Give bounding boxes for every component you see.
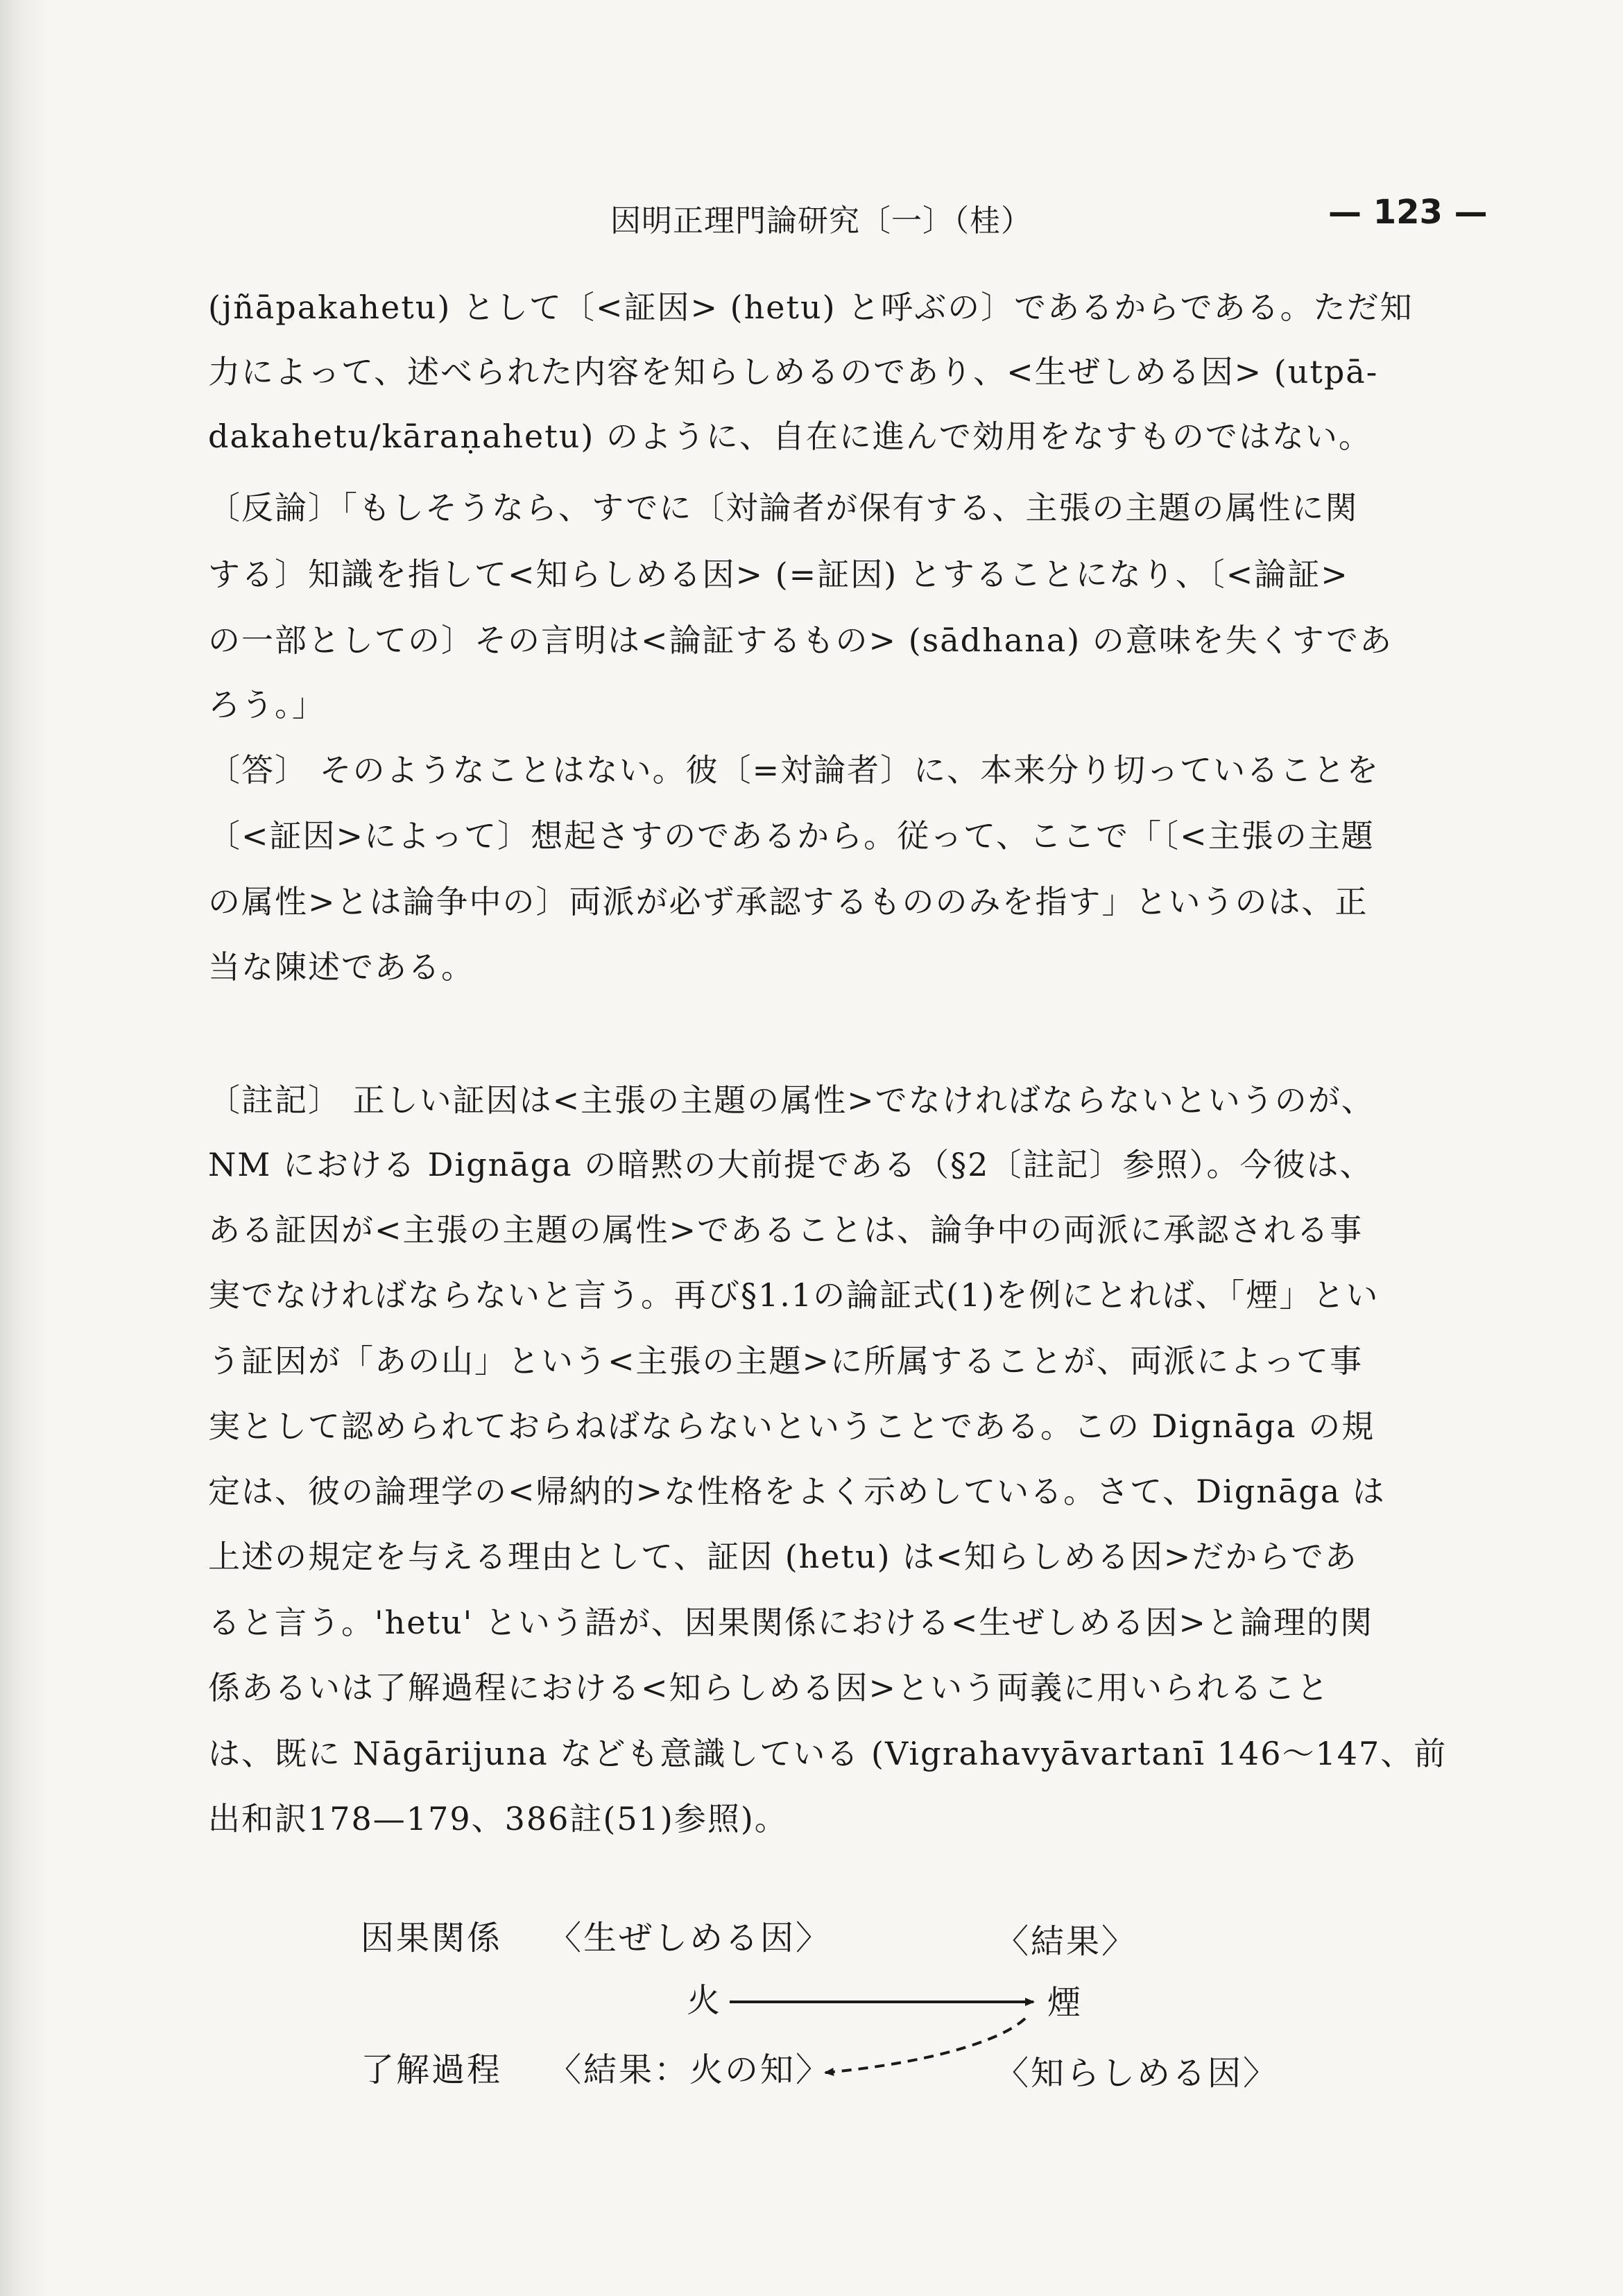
note-line: ある証因が<主張の主題の属性>であることは、論争中の両派に承認される事 [208, 1211, 1364, 1249]
note-line: 実でなければならないと言う。再び§1.1の論証式(1)を例にとれば、「煙」とい [208, 1276, 1380, 1314]
body-line: 〔反論〕「もしそうなら、すでに〔対論者が保有する、主張の主題の属性に関 [208, 489, 1359, 526]
note-line: 〔註記〕 正しい証因は<主張の主題の属性>でなければならないというのが、 [208, 1081, 1375, 1119]
diagram-row1-effect: 〈結果〉 [995, 1922, 1137, 1961]
scan-edge-shadow [0, 0, 49, 2296]
body-line: ろう。」 [208, 686, 325, 723]
note-line: NM における Dignāga の暗黙の大前提である（§2〔註記〕参照）。今彼は、 [208, 1146, 1373, 1183]
note-line: ると言う。'hetu' という語が、因果関係における<生ぜしめる因>と論理的関 [208, 1604, 1373, 1641]
body-line: の一部としての〕その言明は<論証するもの> (sādhana) の意味を失くすであ [208, 622, 1393, 659]
diagram-row1-cause: 〈生ぜしめる因〉 [548, 1919, 832, 1957]
note-line: は、既に Nāgārijuna なども意識している (Vigrahavyāvartanī 146～147、前 [208, 1735, 1448, 1772]
note-line: 出和訳178—179、386註(51)参照)。 [208, 1800, 788, 1837]
running-header-title: 因明正理門論研究〔一〕（桂） [610, 203, 1032, 239]
body-line: dakahetu/kāraṇahetu) のように、自在に進んで効用をなすものではない。 [208, 418, 1372, 455]
body-line: 当な陳述である。 [208, 948, 474, 986]
note-line: 上述の規定を与える理由として、証因 (hetu) は<知らしめる因>だからであ [208, 1538, 1358, 1575]
diagram-smoke: 煙 [1047, 1983, 1083, 2022]
body-line: の属性>とは論争中の〕両派が必ず承認するもののみを指す」というのは、正 [208, 883, 1368, 920]
body-line: 〔答〕 そのようなことはない。彼〔=対論者〕に、本来分り切っていることを [208, 751, 1380, 789]
body-line: 力によって、述べられた内容を知らしめるのであり、<生ぜしめる因> (utpā- [208, 353, 1379, 391]
diagram-row1-label: 因果関係 [361, 1919, 503, 1957]
note-line: 実として認められておらねばならないということである。この Dignāga の規 [208, 1407, 1375, 1445]
diagram-row2-effect: 〈結果：火の知〉 [548, 2050, 832, 2089]
body-line: する〕知識を指して<知らしめる因> (=証因) とすることになり、〔<論証> [208, 556, 1349, 593]
body-line: (jñāpakahetu) として〔<証因> (hetu) と呼ぶの〕であるからである。ただ知 [208, 289, 1414, 326]
body-line: 〔<証因>によって〕想起さすのであるから。従って、ここで「〔<主張の主題 [208, 817, 1375, 855]
diagram-row2-label: 了解過程 [361, 2050, 503, 2089]
note-line: 定は、彼の論理学の<帰納的>な性格をよく示めしている。さて、Dignāga は [208, 1473, 1386, 1510]
note-line: 係あるいは了解過程における<知らしめる因>という両義に用いられること [208, 1669, 1330, 1706]
page-number: — 123 — [1328, 193, 1488, 232]
diagram-row2-cause: 〈知らしめる因〉 [995, 2054, 1279, 2093]
note-line: う証因が「あの山」という<主張の主題>に所属することが、両派によって事 [208, 1342, 1364, 1380]
diagram-fire: 火 [687, 1981, 723, 2020]
